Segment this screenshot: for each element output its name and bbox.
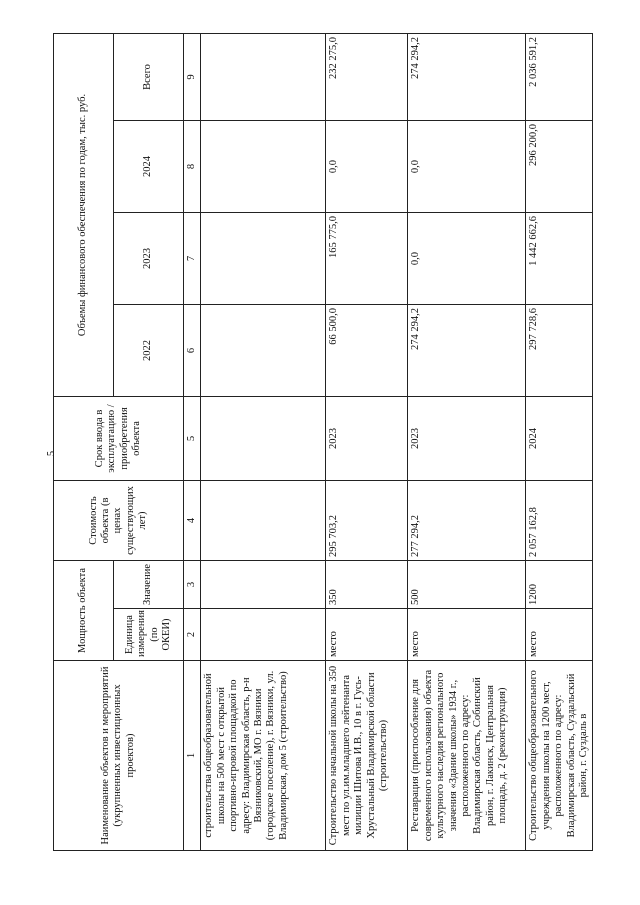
page-number: 5 (46, 451, 57, 456)
amount-2023-cell (201, 213, 326, 305)
header-financing: Объемы финансового обеспечения по годам, тыс. руб. (54, 34, 114, 397)
header-2024: 2024 (114, 121, 184, 213)
value-cell: 500 (408, 561, 526, 609)
header-total: Всего (114, 34, 184, 121)
unit-cell: место (526, 609, 593, 661)
rotated-page (53, 34, 589, 851)
column-numbers-row (184, 34, 201, 851)
header-capacity: Мощность объекта (54, 561, 114, 661)
value-cell: 350 (326, 561, 408, 609)
header-cost: Стоимость объекта (в ценах существующих лет) (54, 481, 184, 561)
year-cell: 2023 (408, 397, 526, 481)
total-cell (201, 34, 326, 121)
header-value: Значение (114, 561, 184, 609)
column-number: 5 (184, 397, 201, 481)
table-row (408, 34, 526, 851)
unit-cell: место (326, 609, 408, 661)
amount-2022-cell (201, 305, 326, 397)
column-number: 8 (184, 121, 201, 213)
financing-table (53, 33, 593, 851)
column-number: 3 (184, 561, 201, 609)
header-unit: Единица измерения (по ОКЕИ) (114, 609, 184, 661)
amount-2023-cell: 0,0 (408, 213, 526, 305)
amount-2023-cell: 165 775,0 (326, 213, 408, 305)
table-row (201, 34, 326, 851)
cost-cell: 295 703,2 (326, 481, 408, 561)
amount-2024-cell: 296 200,0 (526, 121, 593, 213)
column-number: 2 (184, 609, 201, 661)
cost-cell: 2 057 162,8 (526, 481, 593, 561)
object-name: Строительство начальной школы на 350 мест по ул.им.младшего лейтенанта милиции Шитова И.В., 10 в г. Гусь-Хрустальный Владимирской области (строительство) (326, 661, 408, 851)
object-name: строительства общеобразовательной школы на 500 мест с открытой спортивно-игровой площадкой по адресу: Владимирская область, р-н Вязниковский, МО г. Вязники (городское поселение), г. Вязники, ул. Владимирская, дом 5 (строительство) (201, 661, 326, 851)
amount-2023-cell: 1 442 662,6 (526, 213, 593, 305)
cost-cell: 277 294,2 (408, 481, 526, 561)
header-name: Наименование объектов и мероприятий (укрупненных инвестиционных проектов) (54, 661, 184, 851)
amount-2024-cell: 0,0 (408, 121, 526, 213)
unit-cell: место (408, 609, 526, 661)
cost-cell (201, 481, 326, 561)
total-cell: 274 294,2 (408, 34, 526, 121)
column-number: 1 (184, 661, 201, 851)
table-row (526, 34, 593, 851)
unit-cell (201, 609, 326, 661)
total-cell: 2 036 591,2 (526, 34, 593, 121)
header-2023: 2023 (114, 213, 184, 305)
column-number: 7 (184, 213, 201, 305)
amount-2022-cell: 66 500,0 (326, 305, 408, 397)
total-cell: 232 275,0 (326, 34, 408, 121)
year-cell: 2024 (526, 397, 593, 481)
table-row (326, 34, 408, 851)
column-number: 4 (184, 481, 201, 561)
value-cell (201, 561, 326, 609)
amount-2022-cell: 297 728,6 (526, 305, 593, 397)
header-2022: 2022 (114, 305, 184, 397)
year-cell (201, 397, 326, 481)
value-cell: 1200 (526, 561, 593, 609)
amount-2024-cell (201, 121, 326, 213)
object-name: Строительство общеобразовательного учреждения школы на 1200 мест, расположенного по адресу: Владимирская область, Суздальский район, г. Суздаль в (526, 661, 593, 851)
year-cell: 2023 (326, 397, 408, 481)
amount-2024-cell: 0,0 (326, 121, 408, 213)
column-number: 6 (184, 305, 201, 397)
column-number: 9 (184, 34, 201, 121)
amount-2022-cell: 274 294,2 (408, 305, 526, 397)
header-commission: Срок ввода в эксплуатацию / приобретения объекта (54, 397, 184, 481)
object-name: Реставрация (приспособление для современного использования) объекта культурного наследия регионального значения «Здание школы» 1934 г., расположенного по адресу: Владимирская область, Собинский район, г. Лакинск, Центральная площадь, д. 2 (реконструкция) (408, 661, 526, 851)
